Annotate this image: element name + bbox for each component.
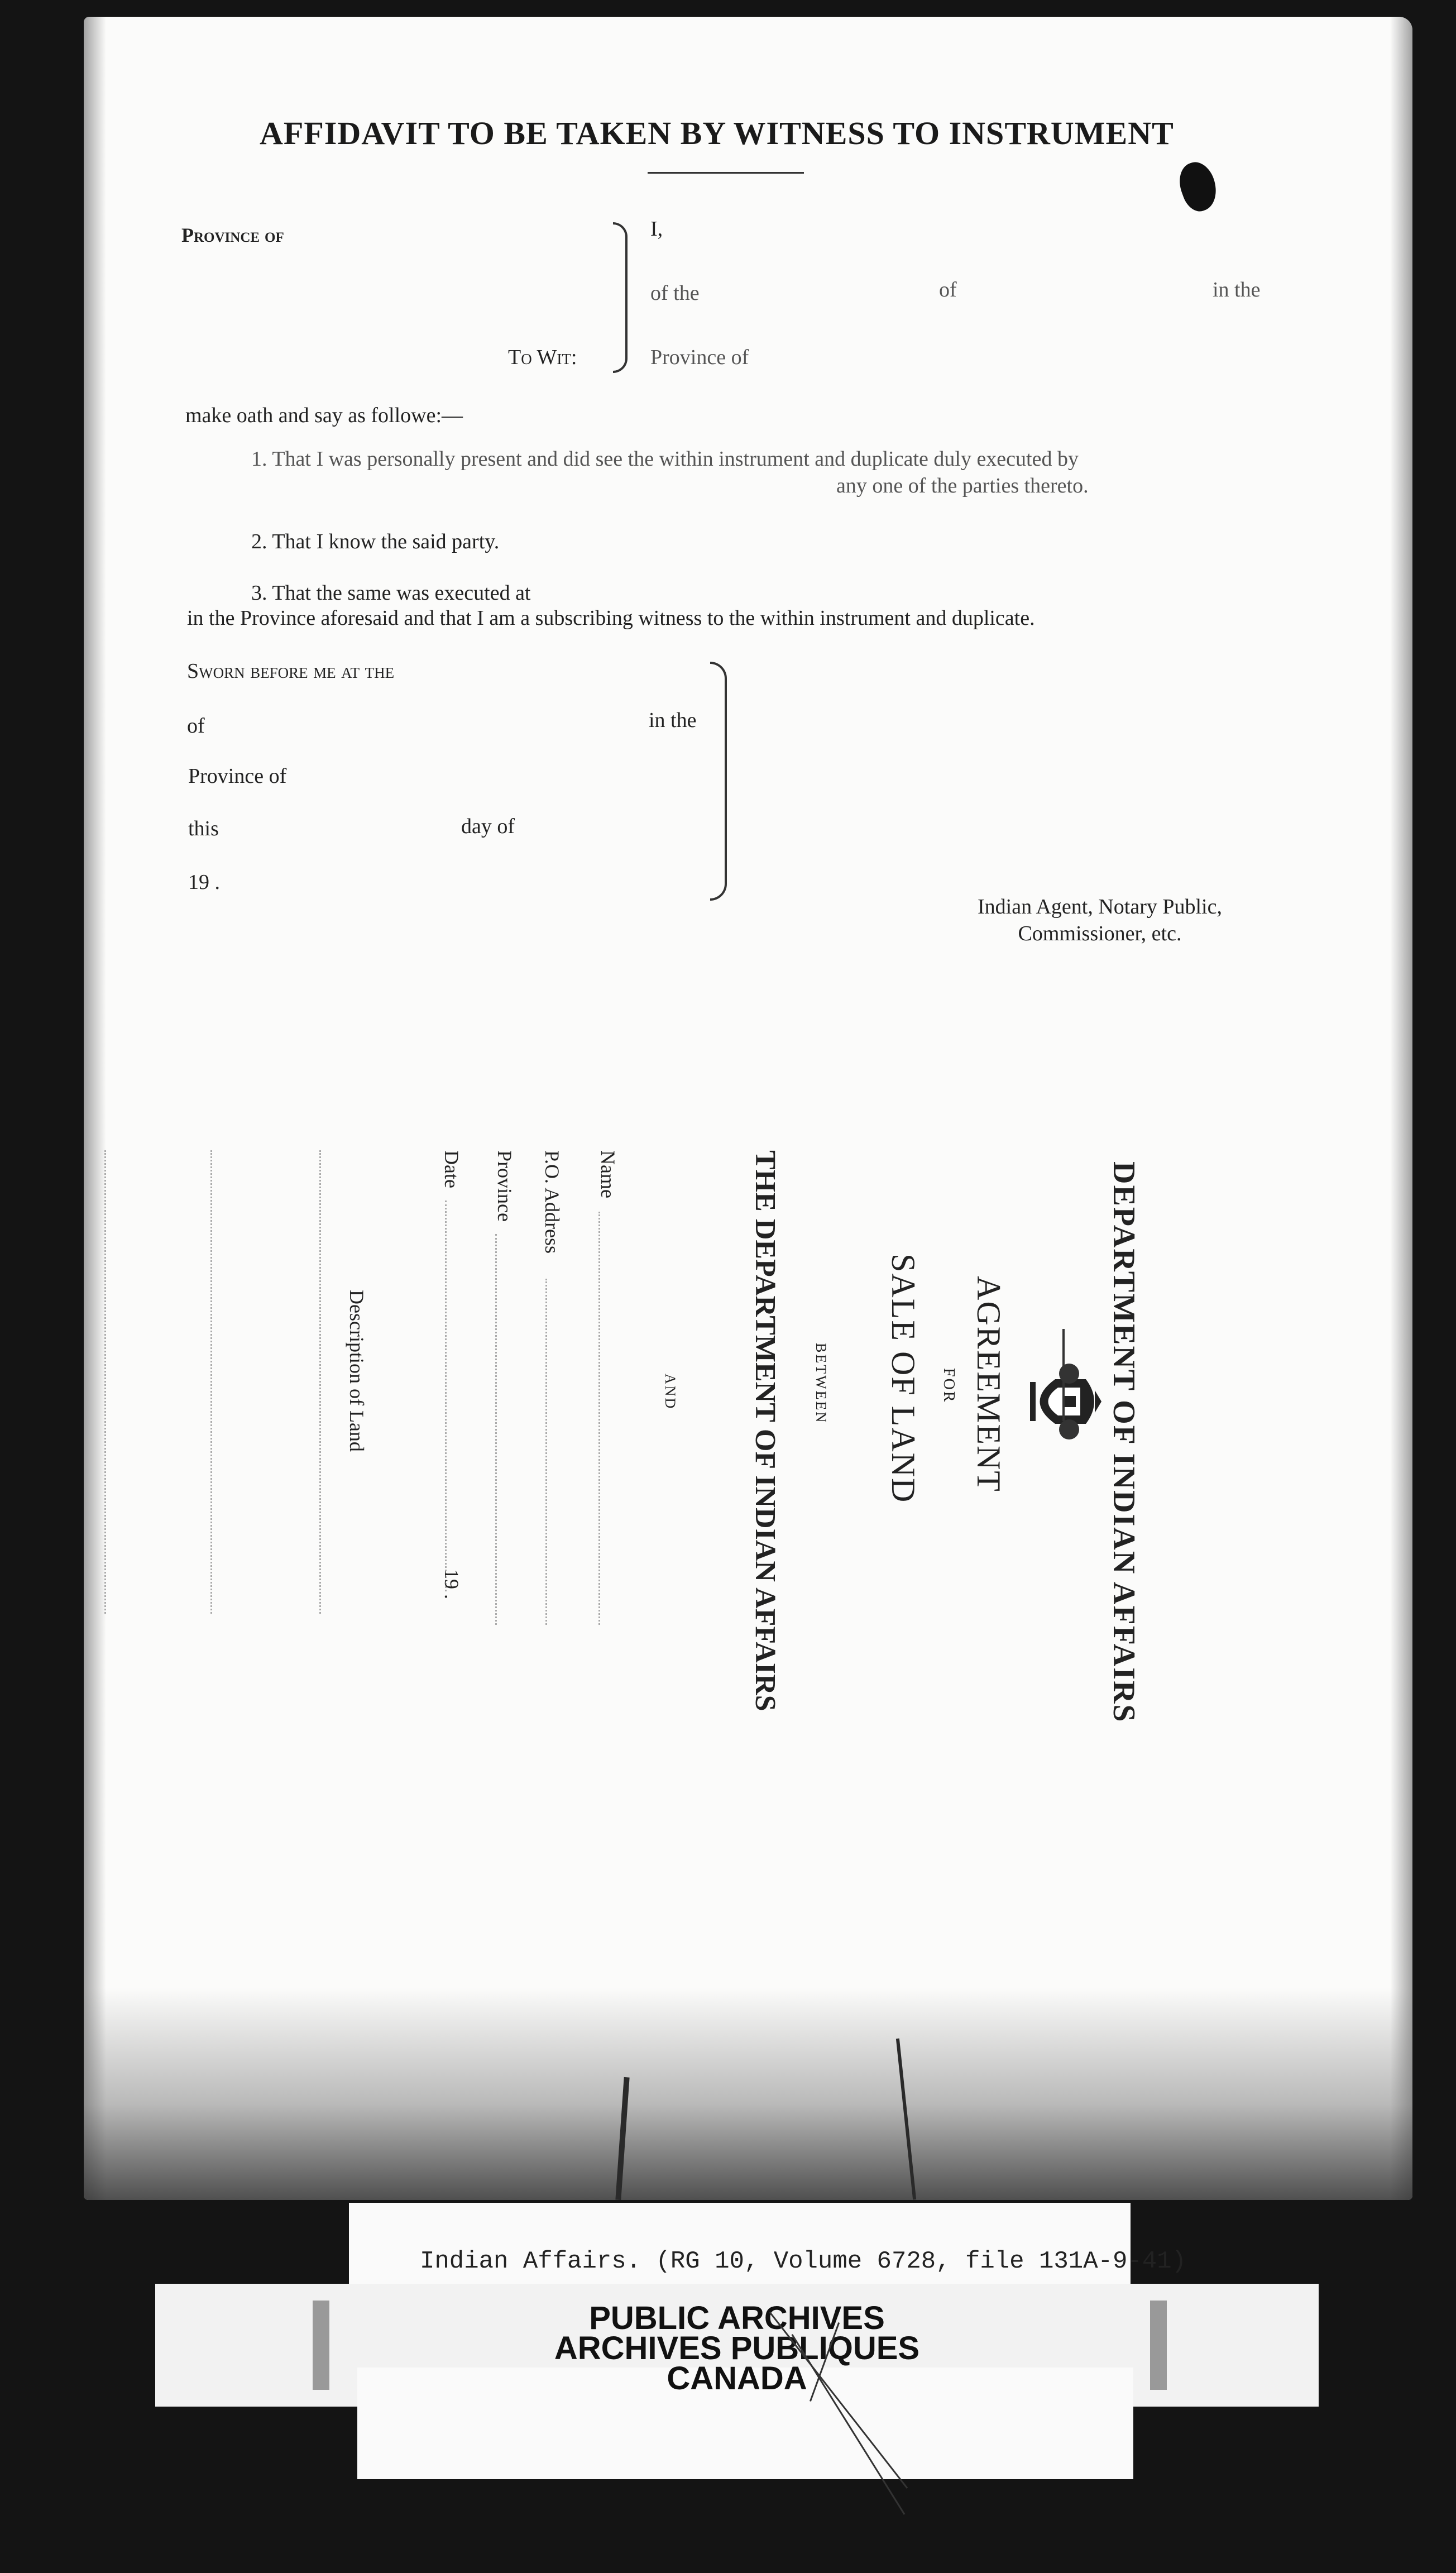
page-shadow-bottom	[84, 1988, 1412, 2200]
page-shadow-left	[84, 17, 106, 2200]
paragraph-1-line-2: any one of the parties thereto.	[836, 474, 1089, 498]
between-label: BETWEEN	[813, 1343, 829, 1424]
sworn-of-label: of	[187, 714, 205, 738]
signature-line-2: Commissioner, etc.	[1018, 922, 1182, 945]
clip-shadow	[313, 2301, 329, 2390]
paragraph-2: 2. That I know the said party.	[251, 530, 500, 553]
date-year-label: 19 .	[440, 1569, 463, 1599]
name-label: Name	[597, 1150, 619, 1198]
page-shadow-right	[1390, 17, 1412, 2200]
sworn-in-the-label: in the	[649, 709, 697, 732]
to-wit-label: To Wit:	[508, 346, 577, 369]
description-dotted-line	[210, 1150, 212, 1614]
make-oath-text: make oath and say as followe:—	[185, 404, 463, 427]
coat-of-arms-icon	[1019, 1362, 1103, 1441]
sworn-day-of-label: day of	[461, 815, 515, 838]
i-label: I,	[650, 217, 663, 241]
cover-rule	[1062, 1329, 1065, 1421]
sale-of-land-heading: SALE OF LAND	[885, 1254, 922, 1504]
date-dotted-line	[445, 1201, 447, 1591]
bracket	[613, 222, 628, 373]
po-address-dotted-line	[545, 1279, 547, 1625]
and-label: AND	[662, 1374, 678, 1410]
description-of-land-label: Description of Land	[346, 1290, 368, 1452]
affidavit-title: AFFIDAVIT TO BE TAKEN BY WITNESS TO INSTRUMENT	[260, 115, 1174, 151]
title-underline	[648, 172, 804, 174]
archives-stamp	[502, 2300, 971, 2397]
department-heading: DEPARTMENT OF INDIAN AFFAIRS	[1107, 1161, 1141, 1723]
stamp-line-2: ARCHIVES PUBLIQUES	[554, 2330, 920, 2366]
sworn-before-text: Sworn before me at the	[187, 659, 395, 683]
description-dotted-line	[104, 1150, 106, 1614]
sworn-year-label: 19 .	[188, 871, 220, 894]
archive-reference: Indian Affairs. (RG 10, Volume 6728, file 131A-9-41)	[420, 2247, 1187, 2275]
sworn-bracket	[710, 662, 727, 901]
for-label: FOR	[940, 1368, 957, 1404]
sworn-before-label	[187, 659, 394, 683]
province-of-label-2: Province of	[650, 346, 749, 369]
province-label: Province	[494, 1150, 516, 1222]
stamp-line-3: CANADA	[667, 2360, 807, 2397]
sworn-this-label: this	[188, 817, 219, 840]
po-address-label: P.O. Address	[541, 1150, 563, 1254]
of-the-label: of the	[650, 281, 700, 305]
clip-shadow	[1150, 2301, 1167, 2390]
signature-line-1: Indian Agent, Notary Public,	[978, 895, 1222, 919]
paragraph-1-line-1: 1. That I was personally present and did see the within instrument and duplicate duly executed by	[251, 447, 1079, 471]
date-label: Date	[440, 1150, 463, 1188]
signature-block	[955, 893, 1245, 947]
stamp-line-1: PUBLIC ARCHIVES	[589, 2300, 885, 2336]
paragraph-3-line-1: 3. That the same was executed at	[251, 581, 531, 605]
document-page	[84, 17, 1412, 2200]
name-dotted-line	[598, 1212, 600, 1625]
province-dotted-line	[495, 1234, 497, 1625]
description-dotted-line	[319, 1150, 321, 1614]
paragraph-3-line-2: in the Province aforesaid and that I am a subscribing witness to the within instrument and duplicate.	[187, 606, 1035, 630]
province-of-label: Province of	[181, 224, 284, 246]
the-department-heading: THE DEPARTMENT OF INDIAN AFFAIRS	[749, 1150, 781, 1711]
in-the-label: in the	[1213, 278, 1261, 302]
of-label: of	[939, 278, 957, 302]
sworn-province-label: Province of	[188, 764, 287, 788]
agreement-heading: AGREEMENT	[970, 1276, 1007, 1493]
